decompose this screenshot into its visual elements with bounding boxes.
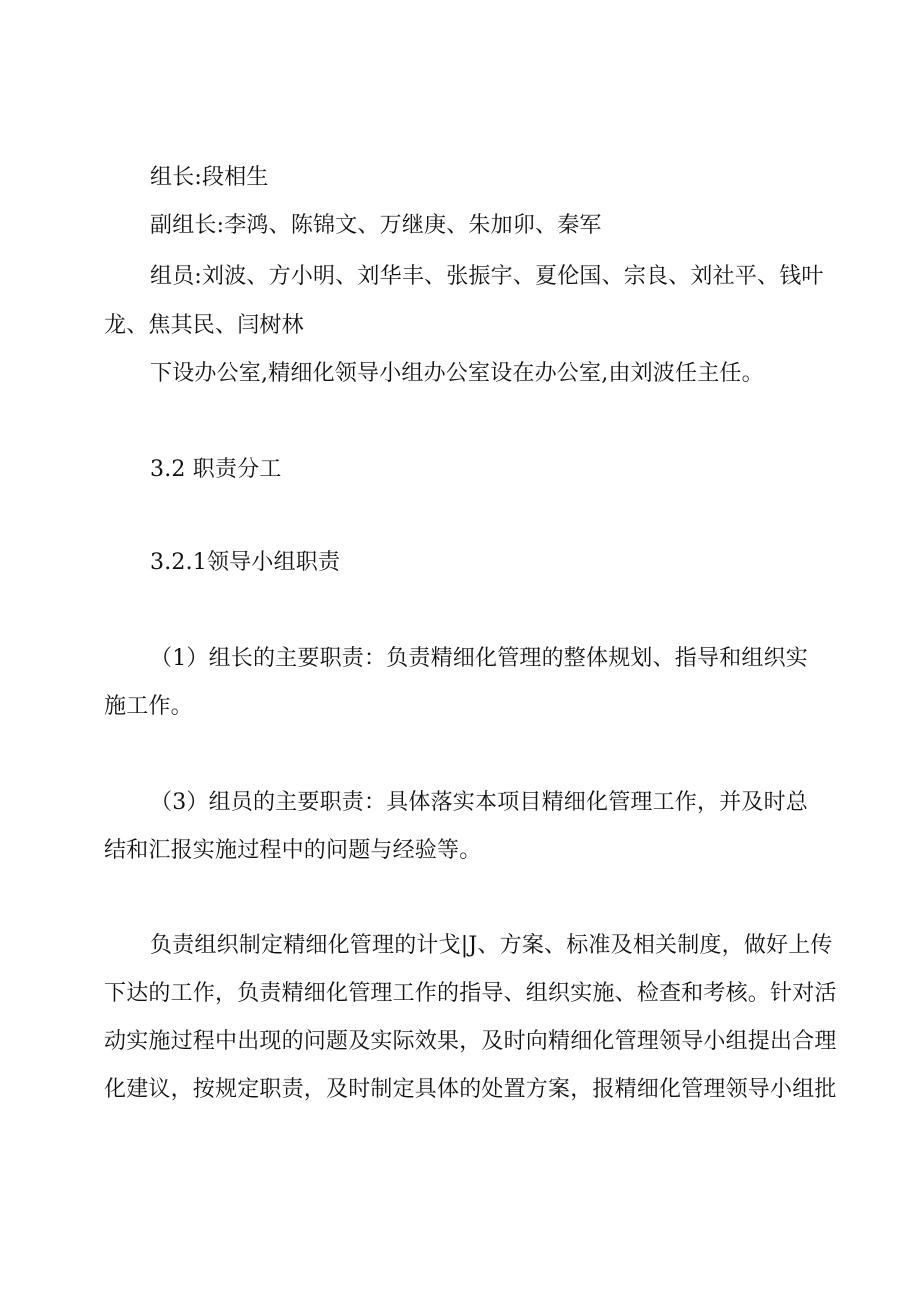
office-duties-line-1: 负责组织制定精细化管理的计戈|J、方案、标准及相关制度，做好上传 [150, 933, 833, 958]
section-heading: 3.2 职责分工 [150, 457, 282, 482]
office-duties-line-4: 化建议，按规定职责，及时制定具体的处置方案，报精细化管理领导小组批 [104, 1077, 837, 1102]
members-line-1: 组员:刘波、方小明、刘华丰、张振宇、夏伦国、宗良、刘社平、钱叶 [150, 264, 824, 289]
office-line: 下设办公室,精细化领导小组办公室设在办公室,由刘波任主任。 [150, 361, 764, 386]
deputy-leaders-line: 副组长:李鸿、陈锦文、万继庚、朱加卯、秦军 [150, 213, 602, 238]
duty-3-line-2: 结和汇报实施过程中的问题与经验等。 [104, 838, 482, 863]
duty-1-line-1: （1）组长的主要职责：负责精细化管理的整体规划、指导和组织实 [150, 646, 808, 671]
office-duties-line-2: 下达的工作，负责精细化管理工作的指导、组织实施、检查和考核。针对活 [104, 981, 837, 1006]
duty-1-line-2: 施工作。 [104, 694, 193, 719]
office-duties-line-3: 动实施过程中出现的问题及实际效果，及时向精细化管理领导小组提出合理 [104, 1029, 837, 1054]
subsection-heading: 3.2.1领导小组职责 [150, 550, 341, 575]
members-line-2: 龙、焦其民、闫树林 [104, 313, 304, 338]
leader-line: 组长:段相生 [150, 165, 269, 190]
duty-3-line-1: （3）组员的主要职责：具体落实本项目精细化管理工作，并及时总 [150, 790, 808, 815]
